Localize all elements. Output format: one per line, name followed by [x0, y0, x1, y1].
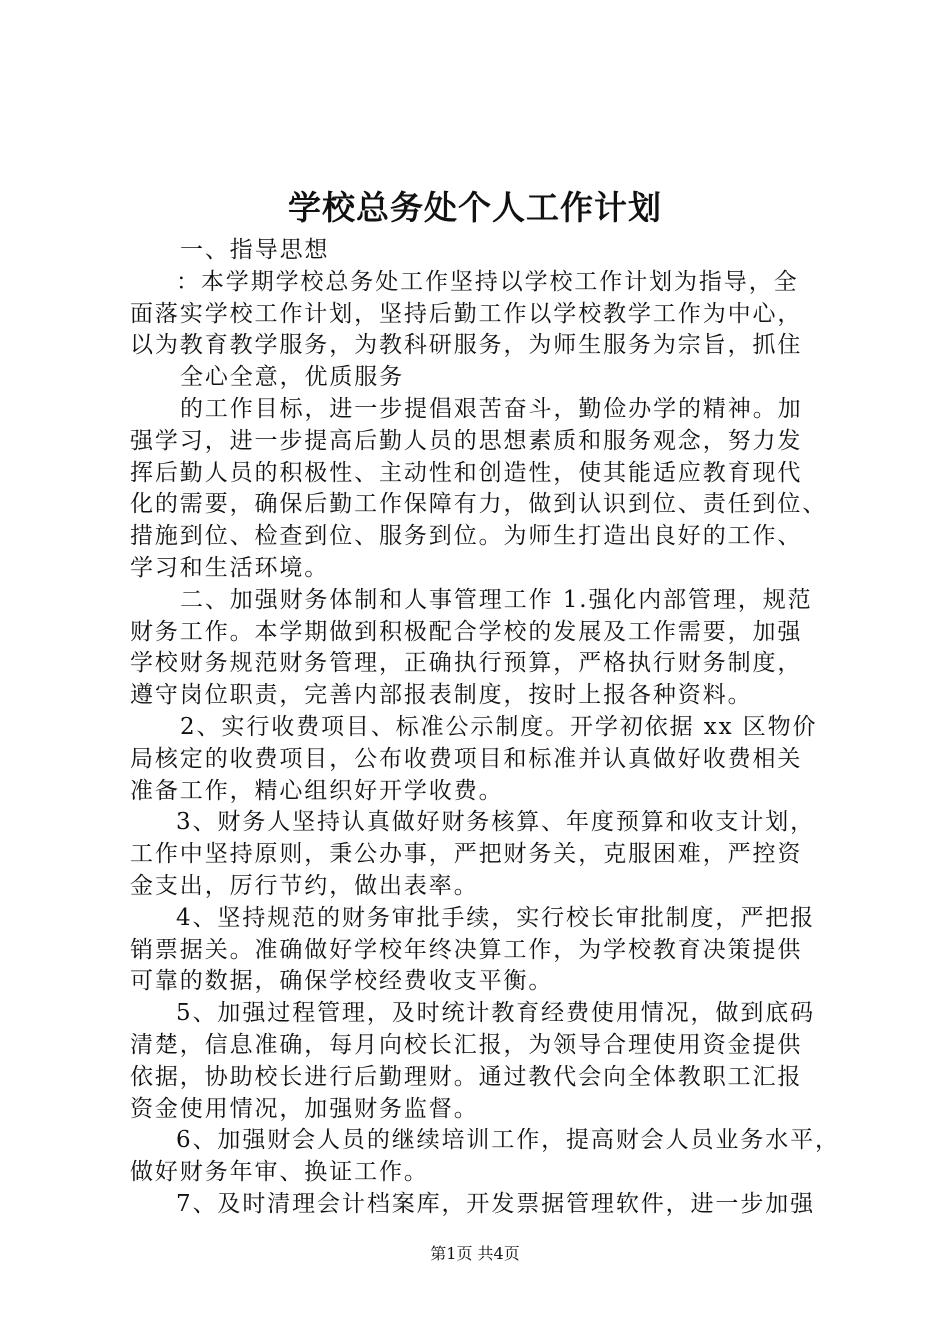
text-line: 金支出，厉行节约，做出表率。: [130, 872, 479, 899]
text-line: 的工作目标，进一步提倡艰苦奋斗，勤俭办学的精神。加: [180, 395, 803, 422]
text-line: 措施到位、检查到位、服务到位。为师生打造出良好的工作、: [130, 523, 803, 550]
text-line: 挥后勤人员的积极性、主动性和创造性，使其能适应教育现代: [130, 459, 803, 486]
document-body: [130, 235, 840, 1221]
text-line: 4、坚持规范的财务审批手续，实行校长审批制度，严把报: [176, 904, 816, 931]
text-line: 清楚，信息准确，每月向校长汇报，为领导合理使用资金提供: [130, 1031, 803, 1058]
text-line: 遵守岗位职责，完善内部报表制度，按时上报各种资料。: [130, 682, 753, 709]
text-line: 2、实行收费项目、标准公示制度。开学初依据 xx 区物价: [180, 713, 818, 740]
document-title: 学校总务处个人工作计划: [288, 188, 662, 227]
text-line: 5、加强过程管理，及时统计教育经费使用情况，做到底码: [176, 1000, 816, 1027]
text-line: 局核定的收费项目，公布收费项目和标准并认真做好收费相关: [130, 745, 803, 772]
page-footer: 第1页 共4页: [430, 1244, 520, 1263]
text-line: 6、加强财会人员的继续培训工作，提高财会人员业务水平，: [176, 1127, 840, 1154]
text-line: 准备工作，精心组织好开学收费。: [130, 777, 504, 804]
text-line: 学习和生活环境。: [130, 554, 330, 581]
text-line: 资金使用情况，加强财务监督。: [130, 1095, 479, 1122]
text-line: 财务工作。本学期做到积极配合学校的发展及工作需要，加强: [130, 618, 803, 645]
text-line: 以为教育教学服务，为教科研服务，为师生服务为宗旨，抓住: [130, 332, 803, 359]
text-line: 工作中坚持原则，秉公办事，严把财务关，克服困难，严控资: [130, 841, 803, 868]
text-line: 二、加强财务体制和人事管理工作 1.强化内部管理，规范: [180, 586, 813, 613]
text-line: 依据，协助校长进行后勤理财。通过教代会向全体教职工汇报: [130, 1063, 803, 1090]
text-line: 强学习，进一步提高后勤人员的思想素质和服务观念，努力发: [130, 427, 803, 454]
text-line: 化的需要，确保后勤工作保障有力，做到认识到位、责任到位、: [130, 491, 828, 518]
text-line: 7、及时清理会计档案库，开发票据管理软件，进一步加强: [176, 1190, 816, 1217]
text-line: 学校财务规范财务管理，正确执行预算，严格执行财务制度，: [130, 650, 803, 677]
text-line: 3、财务人坚持认真做好财务核算、年度预算和收支计划，: [176, 809, 816, 836]
text-line: 面落实学校工作计划，坚持后勤工作以学校教学工作为中心，: [130, 300, 803, 327]
text-line: 做好财务年审、换证工作。: [130, 1159, 429, 1186]
text-line: ：本学期学校总务处工作坚持以学校工作计划为指导，全: [176, 268, 799, 295]
text-line: 可靠的数据，确保学校经费收支平衡。: [130, 968, 554, 995]
text-line: 一、指导思想: [180, 237, 330, 263]
text-line: 销票据关。准确做好学校年终决算工作，为学校教育决策提供: [130, 936, 803, 963]
text-line: 全心全意，优质服务: [180, 364, 405, 391]
